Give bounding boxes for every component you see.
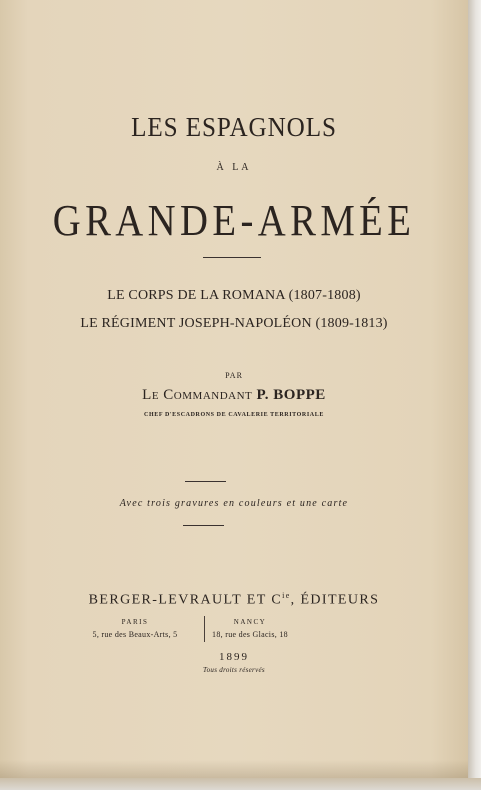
title-line-2: À LA: [216, 162, 252, 173]
page-edge-right: [468, 0, 481, 790]
author-name: P. BOPPE: [256, 387, 326, 403]
publisher-name-end: , ÉDITEURS: [290, 592, 380, 608]
author-prefix: Le Commandant: [142, 387, 253, 403]
office-address-nancy: 18, rue des Glacis, 18: [212, 630, 288, 639]
publisher-name-sup: ie: [282, 591, 291, 600]
publication-year: 1899: [219, 651, 249, 663]
title-line-1: LES ESPAGNOLS: [131, 112, 337, 142]
publisher-name: [0, 591, 468, 609]
divider-rule: [183, 525, 224, 526]
illustrations-note: Avec trois gravures en couleurs et une carte: [119, 498, 349, 509]
office-address-paris: 5, rue des Beaux-Arts, 5: [92, 630, 178, 639]
title-line-3: GRANDE-ARMÉE: [52, 196, 416, 245]
author-rank: CHEF D'ESCADRONS DE CAVALERIE TERRITORIALE: [144, 412, 324, 418]
office-city-nancy: NANCY: [233, 618, 267, 626]
divider-rule: [185, 481, 226, 482]
office-city-paris: PARIS: [121, 618, 149, 626]
page-edge-bottom: [0, 778, 481, 790]
office-separator: [204, 616, 205, 642]
byline-par: PAR: [225, 371, 243, 380]
subtitle-1: LE CORPS DE LA ROMANA (1807-1808): [107, 288, 361, 303]
rights-notice: Tous droits réservés: [203, 666, 265, 674]
subtitle-2: LE RÉGIMENT JOSEPH-NAPOLÉON (1809-1813): [80, 316, 388, 331]
author-line: [0, 387, 468, 404]
divider-rule: [203, 257, 261, 258]
publisher-name-main: BERGER-LEVRAULT ET C: [88, 592, 283, 608]
